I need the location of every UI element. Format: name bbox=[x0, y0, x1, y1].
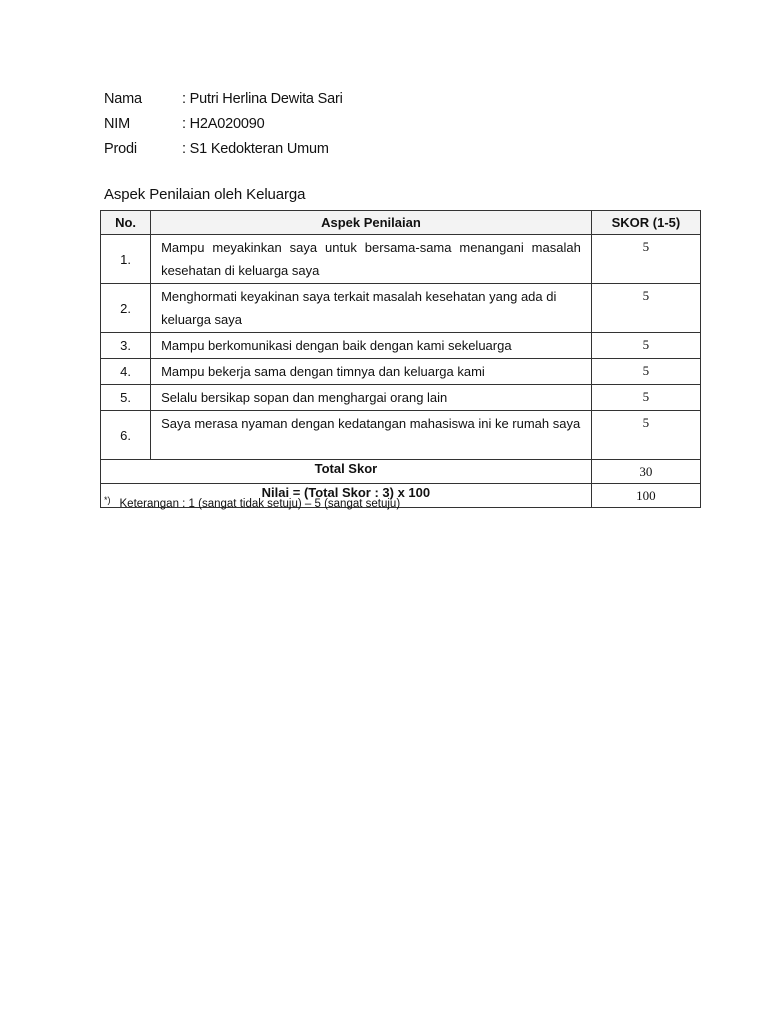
identity-label: Prodi bbox=[104, 140, 137, 157]
table-row bbox=[101, 235, 701, 284]
header-aspek: Aspek Penilaian bbox=[151, 211, 592, 235]
nilai-label: Nilai = (Total Skor : 3) x 100 bbox=[101, 484, 592, 508]
identity-row-prodi bbox=[104, 136, 343, 161]
row-number: 4. bbox=[101, 359, 151, 385]
nilai-value: 100 bbox=[591, 484, 700, 508]
table-row bbox=[101, 284, 701, 333]
table-header-row bbox=[101, 211, 701, 235]
row-number: 5. bbox=[101, 385, 151, 411]
row-aspect: Saya merasa nyaman dengan kedatangan mahasiswa ini ke rumah saya bbox=[151, 411, 592, 460]
assessment-table bbox=[100, 210, 701, 508]
identity-value: : Putri Herlina Dewita Sari bbox=[182, 90, 343, 107]
section-title: Aspek Penilaian oleh Keluarga bbox=[104, 186, 306, 203]
header-no: No. bbox=[101, 211, 151, 235]
table-row bbox=[101, 385, 701, 411]
row-aspect: Menghormati keyakinan saya terkait masalah kesehatan yang ada di keluarga saya bbox=[151, 284, 592, 333]
row-score: 5 bbox=[591, 385, 700, 411]
row-score: 5 bbox=[591, 284, 700, 333]
row-aspect: Selalu bersikap sopan dan menghargai orang lain bbox=[151, 385, 592, 411]
row-number: 1. bbox=[101, 235, 151, 284]
row-score: 5 bbox=[591, 359, 700, 385]
identity-value: : H2A020090 bbox=[182, 115, 265, 132]
total-row bbox=[101, 460, 701, 484]
table-row bbox=[101, 333, 701, 359]
row-number: 2. bbox=[101, 284, 151, 333]
identity-label: NIM bbox=[104, 115, 130, 132]
identity-label: Nama bbox=[104, 90, 142, 107]
footnote-mark: *) bbox=[104, 495, 111, 505]
row-aspect: Mampu berkomunikasi dengan baik dengan kami sekeluarga bbox=[151, 333, 592, 359]
identity-value: : S1 Kedokteran Umum bbox=[182, 140, 329, 157]
row-score: 5 bbox=[591, 333, 700, 359]
row-aspect: Mampu bekerja sama dengan timnya dan keluarga kami bbox=[151, 359, 592, 385]
identity-row-nim bbox=[104, 111, 343, 136]
row-score: 5 bbox=[591, 411, 700, 460]
footnote bbox=[104, 495, 401, 510]
table-row bbox=[101, 411, 701, 460]
row-score: 5 bbox=[591, 235, 700, 284]
header-skor: SKOR (1-5) bbox=[591, 211, 700, 235]
identity-row-nama bbox=[104, 86, 343, 111]
row-number: 3. bbox=[101, 333, 151, 359]
total-label: Total Skor bbox=[101, 460, 592, 484]
identity-block bbox=[104, 86, 343, 161]
footnote-text: Keterangan : 1 (sangat tidak setuju) – 5 (sangat setuju) bbox=[119, 498, 401, 510]
table-row bbox=[101, 359, 701, 385]
row-number: 6. bbox=[101, 411, 151, 460]
row-aspect: Mampu meyakinkan saya untuk bersama-sama menangani masalah kesehatan di keluarga saya bbox=[151, 235, 592, 284]
total-value: 30 bbox=[591, 460, 700, 484]
